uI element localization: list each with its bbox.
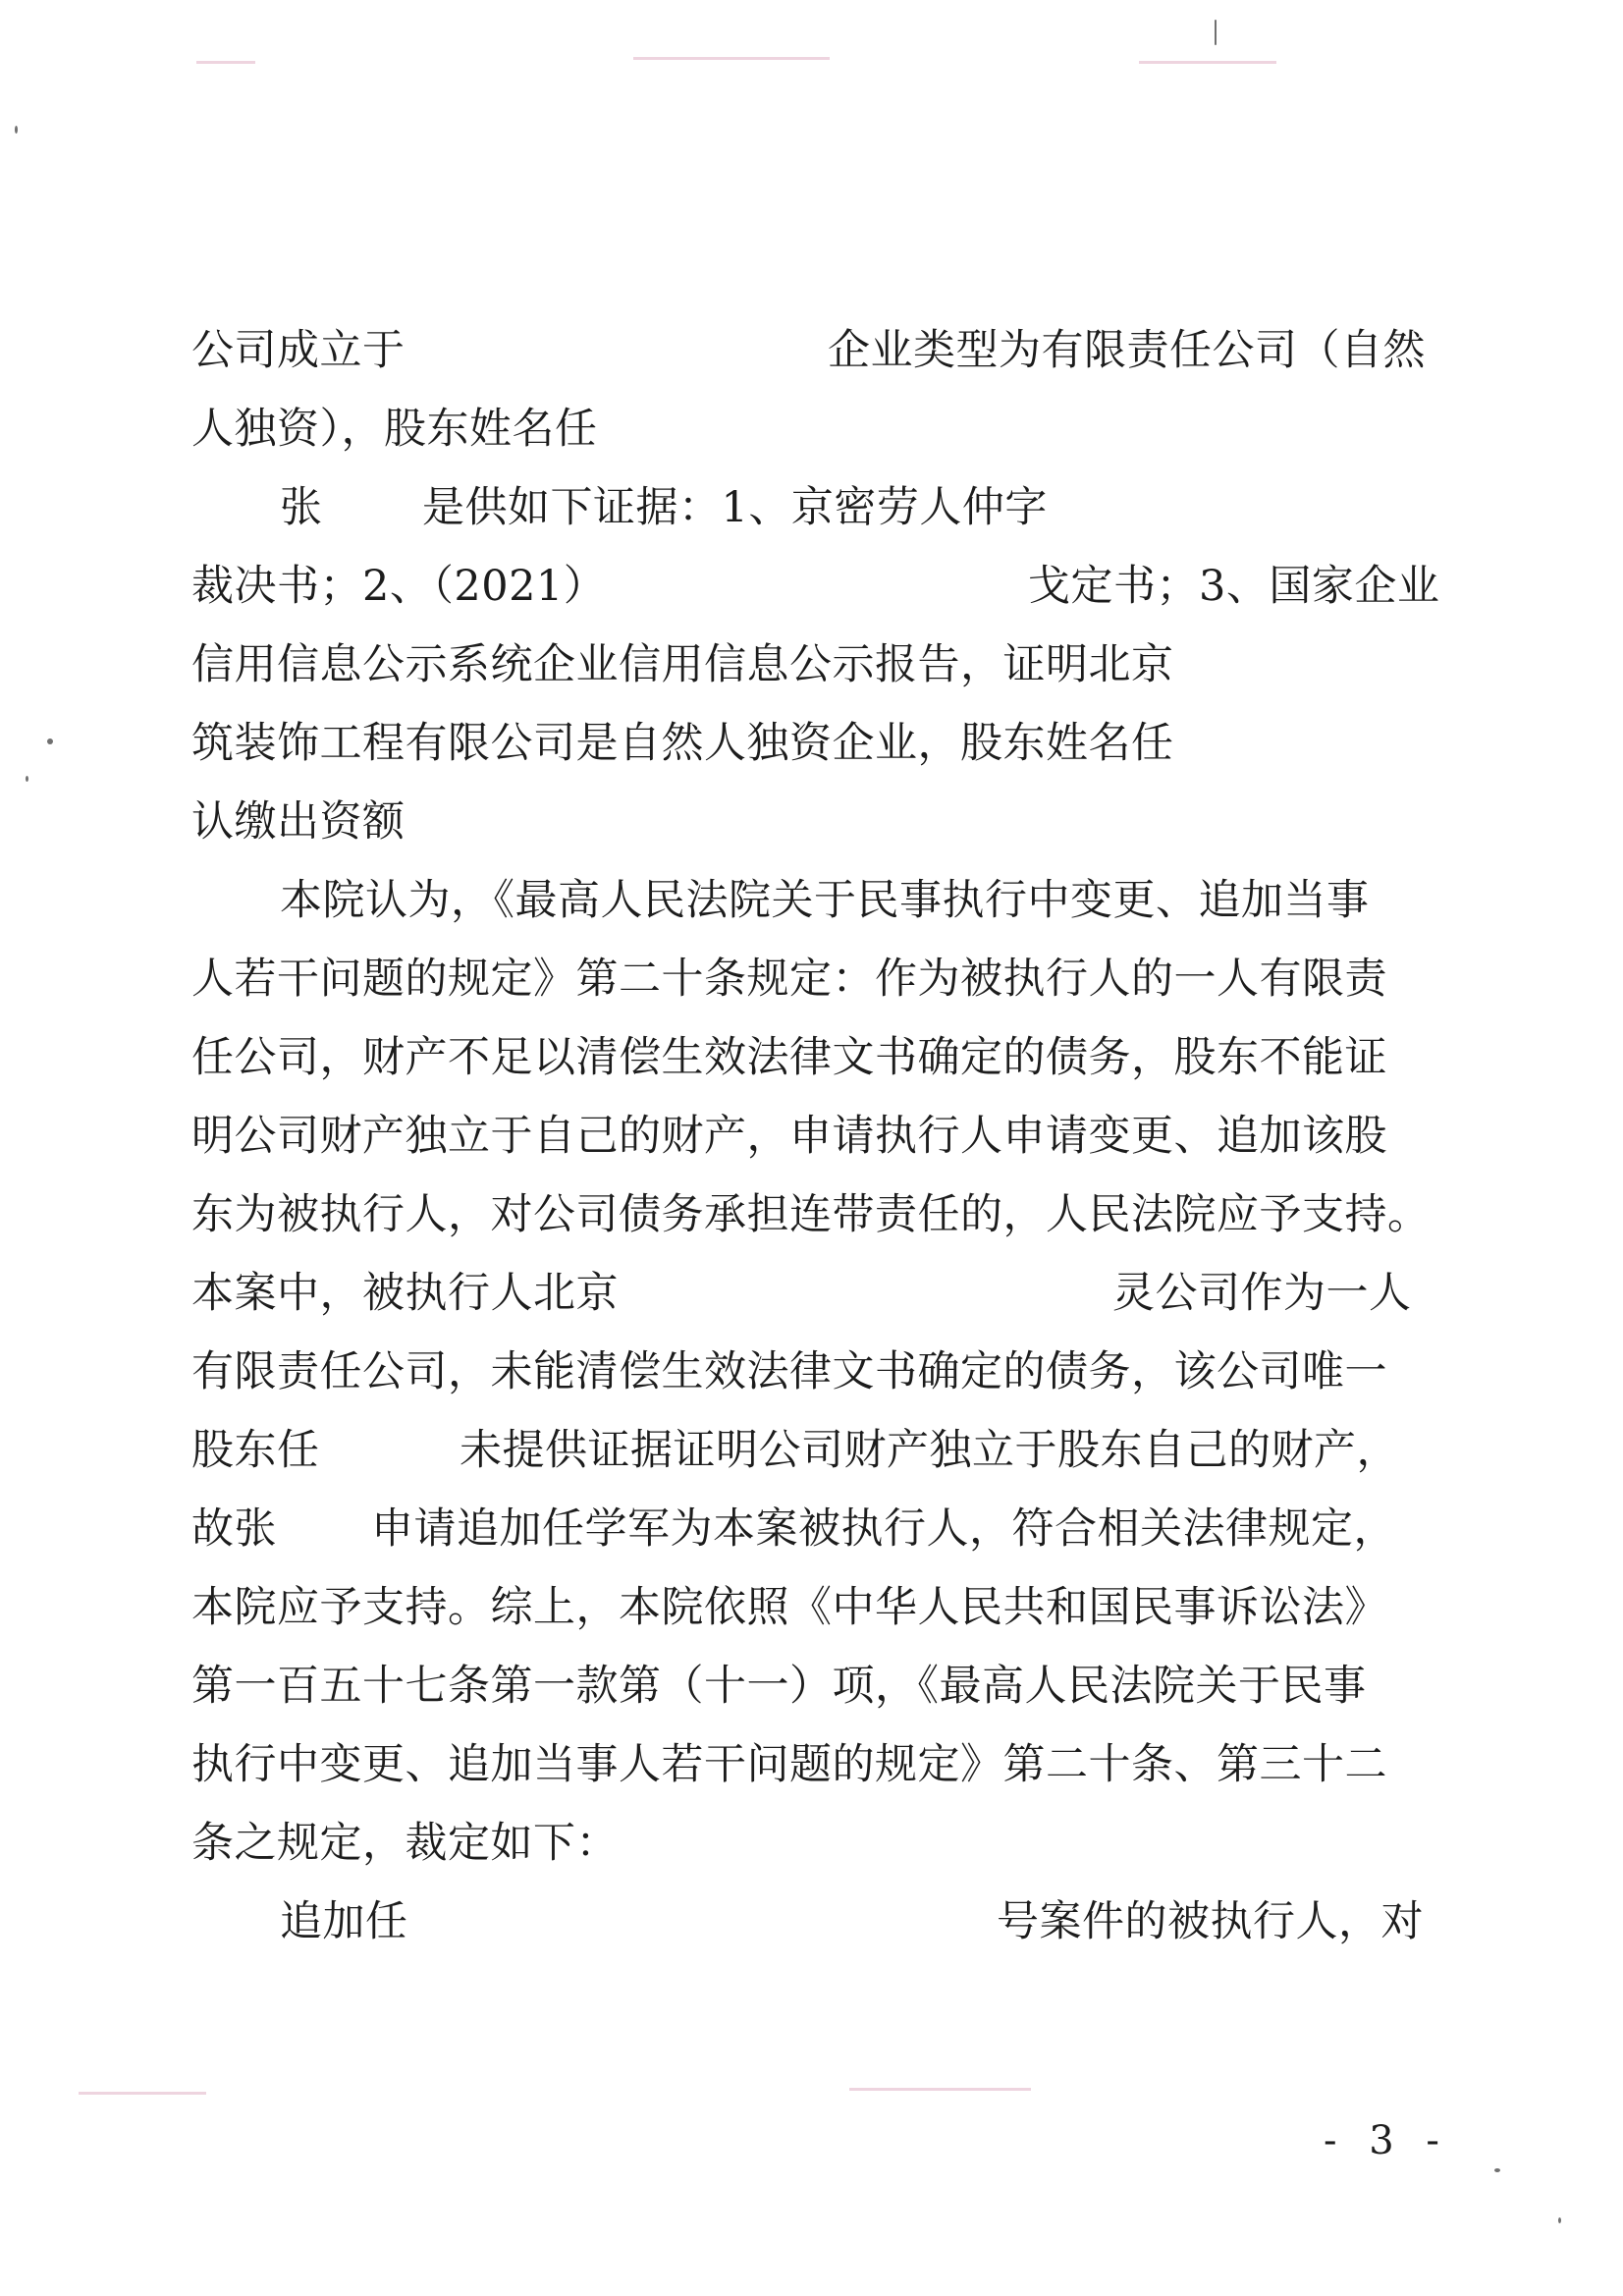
text-line-segment: 故张 [191,1504,277,1554]
text-line-segment: 公司成立于 [191,326,406,375]
text-line-segment: 条之规定，裁定如下： [191,1819,619,1868]
text-line-segment: 执行中变更、追加当事人若干问题的规定》第二十条、第三十二 [191,1740,1387,1789]
text-line-segment: 东为被执行人，对公司债务承担连带责任的，人民法院应予支持。 [191,1190,1431,1239]
scan-mark [196,61,255,64]
text-line-segment: 企业类型为有限责任公司（自然 [828,326,1426,375]
text-line-segment: 追加任 [280,1897,408,1946]
page-number: - 3 - [1324,2118,1449,2163]
text-line-segment: 灵公司作为一人 [1112,1269,1412,1318]
text-line-segment: 认缴出资额 [191,797,406,847]
text-line-segment: 信用信息公示系统企业信用信息公示报告，证明北京 [191,640,1174,689]
text-line-segment: 筑装饰工程有限公司是自然人独资企业，股东姓名任 [191,719,1174,768]
scan-mark [1139,61,1276,64]
text-line-segment: 明公司财产独立于自己的财产，申请执行人申请变更、追加该股 [191,1112,1387,1161]
scan-speck [26,776,28,782]
text-line-segment: 本院认为，《最高人民法院关于民事执行中变更、追加当事 [280,876,1370,925]
scan-mark [79,2092,206,2095]
text-line-segment: 本院应予支持。综上，本院依照《中华人民共和国民事诉讼法》 [191,1583,1387,1632]
scan-speck [1558,2217,1561,2223]
scan-mark [633,57,830,60]
text-line-segment: 号案件的被执行人，对 [997,1897,1424,1946]
text-line-segment: 未提供证据证明公司财产独立于股东自己的财产， [460,1426,1399,1475]
text-line-segment: 是供如下证据：1、京密劳人仲字 [422,483,1048,532]
text-line-segment: 戈定书；3、国家企业 [1028,562,1440,611]
text-line-segment: 股东任 [191,1426,320,1475]
text-line-segment: 人独资），股东姓名任 [191,405,598,454]
text-line-segment: 有限责任公司，未能清偿生效法律文书确定的债务，该公司唯一 [191,1347,1387,1396]
scan-speck [1215,20,1217,45]
text-line-segment: 任公司，财产不足以清偿生效法律文书确定的债务，股东不能证 [191,1033,1387,1082]
scan-speck [1494,2168,1500,2172]
text-line-segment: 裁决书；2、（2021） [191,562,607,611]
scan-speck [47,738,53,744]
text-line-segment: 本案中，被执行人北京 [191,1269,619,1318]
scan-speck [15,126,18,134]
text-line-segment: 申请追加任学军为本案被执行人，符合相关法律规定， [371,1504,1396,1554]
text-line-segment: 第一百五十七条第一款第（十一）项，《最高人民法院关于民事 [191,1662,1367,1711]
text-line-segment: 人若干问题的规定》第二十条规定：作为被执行人的一人有限责 [191,955,1387,1004]
text-line-segment: 张 [280,483,323,532]
scan-mark [849,2088,1031,2091]
